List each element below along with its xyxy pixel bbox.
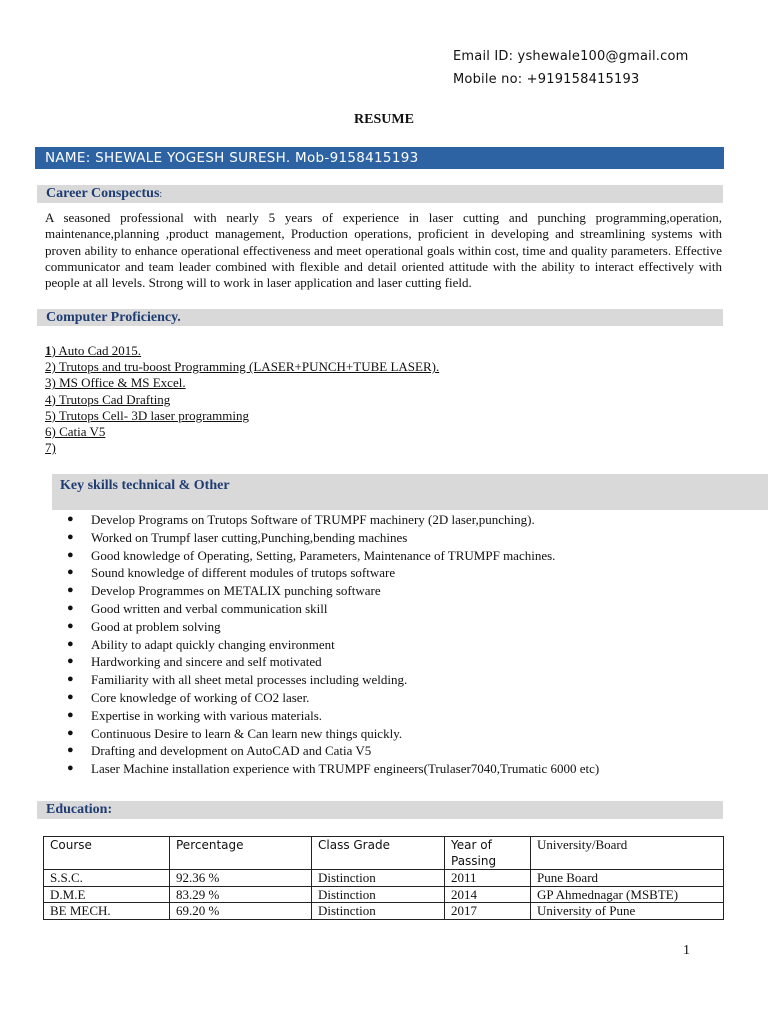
cell: 69.20 % xyxy=(170,903,312,920)
cell: University of Pune xyxy=(531,903,724,920)
computer-list xyxy=(45,343,439,456)
name-banner: NAME: SHEWALE YOGESH SURESH. Mob-9158415193 xyxy=(35,147,724,169)
bullet-icon: ● xyxy=(67,708,74,721)
skill-text: Drafting and development on AutoCAD and Catia V5 xyxy=(91,743,372,759)
computer-item-1-number: 1 xyxy=(45,343,52,358)
cell: GP Ahmednagar (MSBTE) xyxy=(531,886,724,903)
bullet-icon: ● xyxy=(67,637,74,650)
cell: 2017 xyxy=(445,903,531,920)
education-table xyxy=(43,836,724,920)
skill-text: Sound knowledge of different modules of trutops software xyxy=(91,565,396,581)
computer-item: 5) Trutops Cell- 3D laser programming xyxy=(45,407,250,423)
bullet-icon: ● xyxy=(67,548,74,561)
skill-item xyxy=(67,707,599,725)
cell: Pune Board xyxy=(531,870,724,887)
skill-item xyxy=(67,511,599,529)
career-heading-colon: : xyxy=(159,189,163,200)
skill-item xyxy=(67,760,599,778)
table-header-row xyxy=(44,837,724,870)
header-course: Course xyxy=(44,837,170,870)
skill-text: Continuous Desire to learn & Can learn new things quickly. xyxy=(91,725,403,741)
skill-item xyxy=(67,600,599,618)
bullet-icon: ● xyxy=(67,530,74,543)
cell: BE MECH. xyxy=(44,903,170,920)
table-row xyxy=(44,870,724,887)
computer-item-1-text: ) Auto Cad 2015. xyxy=(51,343,142,358)
bullet-icon: ● xyxy=(67,566,74,579)
career-heading xyxy=(37,185,723,203)
bullet-icon: ● xyxy=(67,744,74,757)
table-row xyxy=(44,903,724,920)
bullet-icon: ● xyxy=(67,762,74,775)
skill-text: Worked on Trumpf laser cutting,Punching,bending machines xyxy=(91,529,408,545)
education-heading: Education: xyxy=(37,801,723,819)
header-year: Year of Passing xyxy=(445,837,531,870)
skill-text: Expertise in working with various materials. xyxy=(91,707,323,723)
cell: D.M.E xyxy=(44,886,170,903)
cell: Distinction xyxy=(312,886,445,903)
bullet-icon: ● xyxy=(67,673,74,686)
skill-text: Familiarity with all sheet metal processes including welding. xyxy=(91,672,408,688)
skills-heading: Key skills technical & Other xyxy=(52,474,768,510)
skill-item xyxy=(67,582,599,600)
cell: 2011 xyxy=(445,870,531,887)
mobile-line: Mobile no: +919158415193 xyxy=(453,72,640,87)
computer-item: 3) MS Office & MS Excel. xyxy=(45,375,186,391)
skill-item xyxy=(67,529,599,547)
computer-heading: Computer Proficiency. xyxy=(37,309,723,326)
skill-item xyxy=(67,742,599,760)
bullet-icon: ● xyxy=(67,655,74,668)
cell: 92.36 % xyxy=(170,870,312,887)
cell: S.S.C. xyxy=(44,870,170,887)
skill-text: Develop Programmes on METALIX punching software xyxy=(91,583,381,599)
career-heading-label: Career Conspectus xyxy=(46,186,160,201)
document-title: RESUME xyxy=(354,112,414,127)
skill-item xyxy=(67,653,599,671)
skill-text: Ability to adapt quickly changing environment xyxy=(91,636,335,652)
skills-list xyxy=(67,511,599,778)
bullet-icon: ● xyxy=(67,513,74,525)
bullet-icon: ● xyxy=(67,584,74,597)
skill-item xyxy=(67,564,599,582)
cell: 83.29 % xyxy=(170,886,312,903)
bullet-icon: ● xyxy=(67,726,74,739)
computer-item: 6) Catia V5 xyxy=(45,424,106,440)
bullet-icon: ● xyxy=(67,601,74,614)
computer-item: 2) Trutops and tru-boost Programming (LASER+PUNCH+TUBE LASER). xyxy=(45,359,440,375)
cell: Distinction xyxy=(312,870,445,887)
computer-item: 4) Trutops Cad Drafting xyxy=(45,391,171,407)
header-university: University/Board xyxy=(531,837,724,870)
skill-item xyxy=(67,636,599,654)
skill-text: Good at problem solving xyxy=(91,618,221,634)
email-line: Email ID: yshewale100@gmail.com xyxy=(453,49,689,64)
skill-item xyxy=(67,618,599,636)
cell: 2014 xyxy=(445,886,531,903)
skill-item xyxy=(67,671,599,689)
skill-item xyxy=(67,689,599,707)
skill-text: Good knowledge of Operating, Setting, Parameters, Maintenance of TRUMPF machines. xyxy=(91,547,556,563)
skill-text: Good written and verbal communication skill xyxy=(91,600,328,616)
skill-text: Laser Machine installation experience with TRUMPF engineers(Trulaser7040,Trumatic 6000 etc) xyxy=(91,761,600,777)
skill-text: Core knowledge of working of CO2 laser. xyxy=(91,689,310,705)
contact-block xyxy=(453,45,688,91)
header-percentage: Percentage xyxy=(170,837,312,870)
header-class-grade: Class Grade xyxy=(312,837,445,870)
page-number: 1 xyxy=(683,943,690,958)
skill-text: Develop Programs on Trutops Software of TRUMPF machinery (2D laser,punching). xyxy=(91,512,535,527)
computer-item-1 xyxy=(45,343,439,359)
computer-item: 7) xyxy=(45,440,56,456)
bullet-icon: ● xyxy=(67,690,74,703)
cell: Distinction xyxy=(312,903,445,920)
skill-item xyxy=(67,547,599,565)
skill-item xyxy=(67,725,599,743)
table-row xyxy=(44,886,724,903)
skill-text: Hardworking and sincere and self motivated xyxy=(91,654,322,670)
career-summary: A seasoned professional with nearly 5 years of experience in laser cutting and punching programming,operation, maintenance,planning ,product management, Production operations, proficient in developing and streamlining systems with proven ability to enhance operational effectiveness and meet operational goals within cost, time and quality parameters. Effective communicator and team leader combined with flexible and detail oriented attitude with the ability to interact effectively with people at all levels. Strong will to work in laser application and laser cutting field. xyxy=(45,210,722,291)
bullet-icon: ● xyxy=(67,619,74,632)
